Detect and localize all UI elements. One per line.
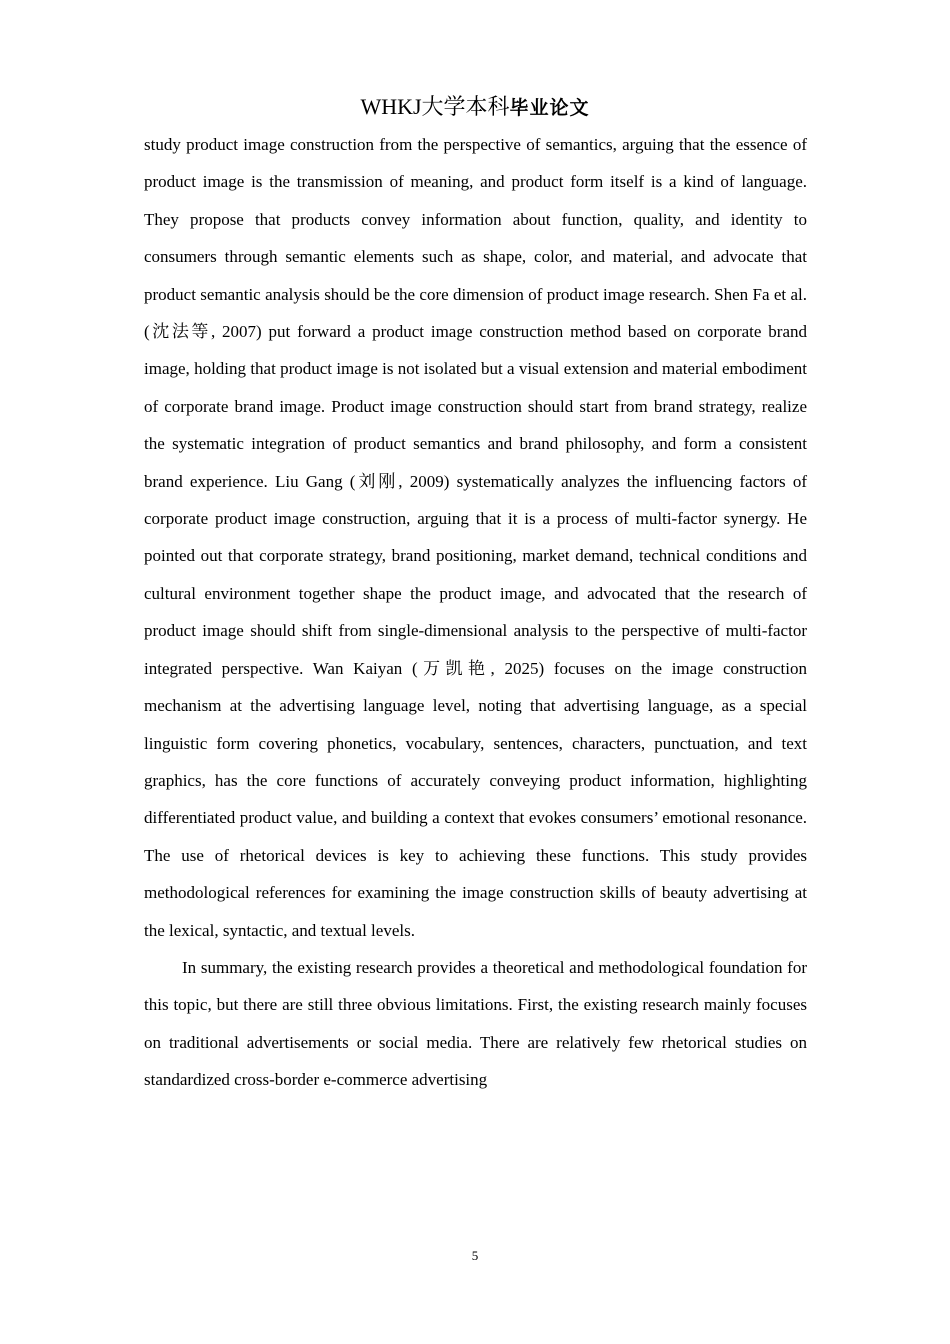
- paragraph-summary: In summary, the existing research provides a theoretical and methodological foundation for this topic, but there are still three obvious limitations. First, the existing research mainly focuses on traditional advertisements or social media. There are relatively few rhetorical studies on standardized cross-border e-commerce advertising: [144, 957, 807, 1090]
- page-number: 5: [471, 1248, 479, 1263]
- header-title: WHKJ大学本科: [360, 94, 510, 119]
- paragraph-literature-review: study product image construction from the perspective of semantics, arguing that the essence of product image is the transmission of meaning, and product form itself is a kind of language. They propose that products convey information about function, quality, and identity to consumers through semantic elements such as shape, color, and material, and advocate that product semantic analysis should be the core dimension of product image research. Shen Fa et al. (沈法等, 2007) put forward a product image construction method based on corporate brand image, holding that product image is not isolated but a visual extension and material embodiment of corporate brand image. Product image construction should start from brand strategy, realize the systematic integration of product semantics and brand philosophy, and form a consistent brand experience. Liu Gang (刘刚, 2009) systematically analyzes the influencing factors of corporate product image construction, arguing that it is a process of multi-factor synergy. He pointed out that corporate strategy, brand positioning, market demand, technical conditions and cultural environment together shape the product image, and advocated that the research of product image should shift from single-dimensional analysis to the perspective of multi-factor integrated perspective. Wan Kaiyan (万凯艳, 2025) focuses on the image construction mechanism at the advertising language level, noting that advertising language, as a special linguistic form covering phonetics, vocabulary, sentences, characters, punctuation, and text graphics, has the core functions of accurately conveying product information, highlighting differentiated product value, and building a context that evokes consumers’ emotional resonance. The use of rhetorical devices is key to achieving these functions. This study provides methodological references for examining the image construction skills of beauty advertising at the lexical, syntactic, and textual levels.: [144, 135, 807, 940]
- header-suffix: 毕业论文: [509, 98, 590, 119]
- page-header: [0, 92, 950, 124]
- body-text: [144, 126, 807, 1099]
